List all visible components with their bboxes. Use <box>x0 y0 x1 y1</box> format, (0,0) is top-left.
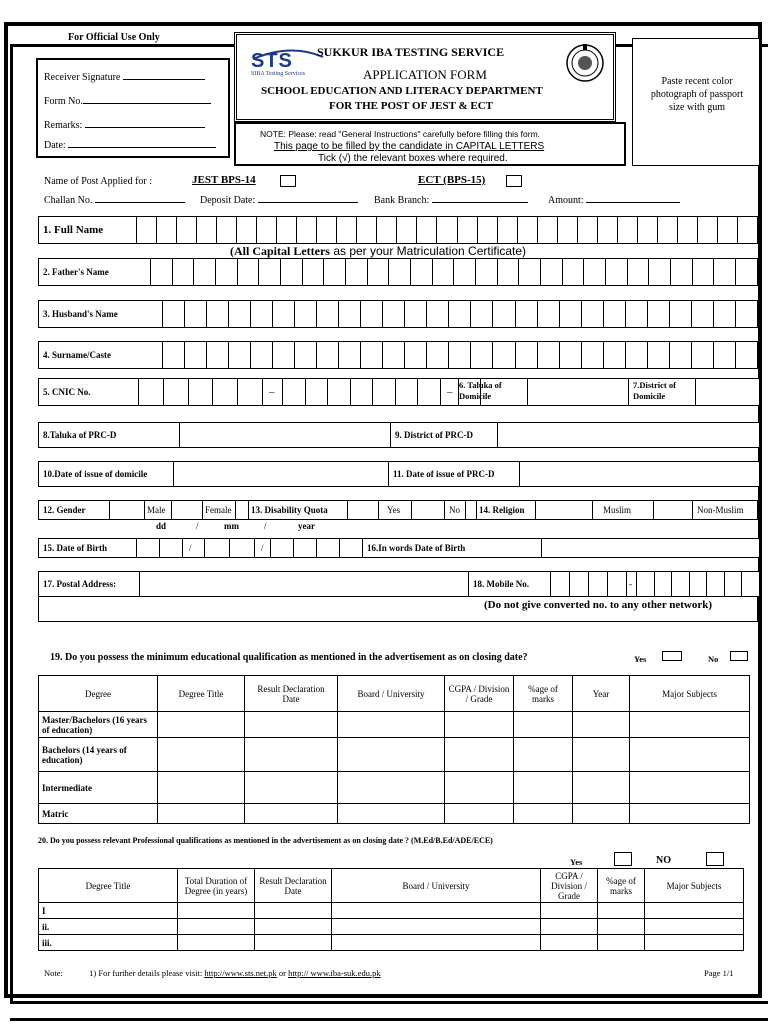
jest-checkbox[interactable] <box>280 175 296 187</box>
year-label: year <box>298 521 315 531</box>
dob-row <box>38 538 758 558</box>
q19-header-degree: Degree <box>39 676 158 712</box>
logo-subtext: SIBA Testing Services <box>251 71 306 77</box>
post-applied-label: Name of Post Applied for : <box>44 176 153 187</box>
taluka-prc-label: 8.Taluka of PRC-D <box>43 430 117 440</box>
q19-row-master <box>39 712 750 738</box>
post-title: FOR THE POST OF JEST & ECT <box>329 100 494 112</box>
dob-day-cells[interactable] <box>137 538 183 558</box>
form-no-label: Form No. <box>44 96 83 107</box>
ect-option-label: ECT (BPS-15) <box>418 174 486 186</box>
q20-table <box>38 868 744 951</box>
slash-1: / <box>196 521 199 531</box>
official-use-title: For Official Use Only <box>68 32 160 43</box>
prc-issue-field[interactable] <box>519 461 760 487</box>
date-label: Date: <box>44 140 66 151</box>
sts-logo <box>251 51 305 77</box>
q19-no-label: No <box>708 654 719 664</box>
challan-label: Challan No. <box>44 195 93 206</box>
note-tick-boxes: Tick (√) the relevant boxes where required. <box>318 153 508 164</box>
q19-question: 19. Do you possess the minimum educational qualification as mentioned in the advertisement as on closing date? <box>50 652 528 663</box>
bottom-rule <box>10 1018 768 1021</box>
footer-or: or <box>278 968 286 978</box>
q20-header-duration: Total Duration of Degree (in years) <box>178 869 255 903</box>
q20-yes-label: Yes <box>570 857 583 867</box>
domicile-issue-field[interactable] <box>173 461 389 487</box>
q19-header-title: Degree Title <box>158 676 245 712</box>
iba-link[interactable]: http:// www.iba-suk.edu.pk <box>288 968 381 978</box>
cnic-dash-2: – <box>447 386 453 398</box>
q19-no-checkbox[interactable] <box>730 651 748 661</box>
form-title: APPLICATION FORM <box>363 67 487 82</box>
cnic-cells-part1[interactable] <box>139 378 263 406</box>
gender-row <box>38 500 758 520</box>
sts-link[interactable]: http://www.sts.net.pk <box>204 968 277 978</box>
q20-question: 20. Do you possess relevant Professional qualifications as mentioned in the advertisement as on closing date ? (M.Ed/B.Ed/ADE/ECE) <box>38 836 493 845</box>
dob-label: 15. Date of Birth <box>43 543 107 553</box>
q19-row-label: Matric <box>39 804 158 824</box>
capital-note-bold: (All Capital Letters <box>230 244 330 258</box>
taluka-prc-field[interactable] <box>179 422 391 448</box>
full-name-row <box>38 216 758 244</box>
husband-name-cells[interactable] <box>163 300 758 328</box>
q19-header-marks: %age of marks <box>514 676 573 712</box>
disability-no-label: No <box>449 505 460 515</box>
disability-yes-label: Yes <box>387 505 401 515</box>
postal-address-label: 17. Postal Address: <box>43 579 117 589</box>
org-title: SUKKUR IBA TESTING SERVICE <box>317 45 505 59</box>
surname-label: 4. Surname/Caste <box>43 350 111 360</box>
capital-note-rest: as per your Matriculation Certificate) <box>329 244 527 258</box>
dob-words-field[interactable] <box>541 538 760 558</box>
taluka-domicile-field[interactable] <box>527 378 629 406</box>
father-name-label: 2. Father's Name <box>43 267 109 277</box>
cnic-cells-part2[interactable] <box>283 378 441 406</box>
cnic-row <box>38 378 758 406</box>
q19-header-cgpa: CGPA / Division / Grade <box>445 676 514 712</box>
district-domicile-label: 7.District of Domicile <box>633 380 676 401</box>
postal-address-field[interactable] <box>139 571 469 597</box>
dob-year-cells[interactable] <box>271 538 363 558</box>
district-prc-label: 9. District of PRC-D <box>395 430 473 440</box>
district-domicile-field[interactable] <box>695 378 760 406</box>
q20-header-result: Result Declaration Date <box>255 869 332 903</box>
q19-row-bachelors <box>39 738 750 772</box>
q19-header-subjects: Major Subjects <box>630 676 750 712</box>
mobile-network-note: (Do not give converted no. to any other network) <box>484 599 713 611</box>
gender-female-label: Female <box>205 505 232 515</box>
ect-checkbox[interactable] <box>506 175 522 187</box>
q20-header-marks: %age of marks <box>598 869 645 903</box>
dob-words-label: 16.In words Date of Birth <box>367 543 466 553</box>
q20-row-label: I <box>39 903 178 919</box>
gender-male-label: Male <box>147 505 166 515</box>
dob-month-cells[interactable] <box>205 538 255 558</box>
seal-emblem-icon <box>565 43 605 83</box>
mobile-label: 18. Mobile No. <box>473 579 529 589</box>
q20-row-label: ii. <box>39 919 178 935</box>
note-capital-letters: This page to be filled by the candidate in CAPITAL LETTERS <box>274 141 545 152</box>
q20-yes-checkbox[interactable] <box>614 852 632 866</box>
prc-issue-label: 11. Date of issue of PRC-D <box>393 469 495 479</box>
q20-row-label: iii. <box>39 935 178 951</box>
date-field[interactable] <box>68 147 216 148</box>
q20-no-checkbox[interactable] <box>706 852 724 866</box>
father-name-row <box>38 258 758 286</box>
mobile-dash: - <box>629 579 632 589</box>
footer-note <box>44 968 381 978</box>
challan-field[interactable] <box>95 202 185 203</box>
dd-label: dd <box>156 521 167 531</box>
q19-yes-checkbox[interactable] <box>662 651 682 661</box>
full-name-cells[interactable] <box>137 216 758 244</box>
photo-instructions: Paste recent color photograph of passport size with gum <box>650 76 744 113</box>
q19-row-label: Master/Bachelors (16 years of education) <box>39 712 158 738</box>
gender-label: 12. Gender <box>43 505 86 515</box>
bank-branch-field[interactable] <box>432 202 528 203</box>
page-border-inner <box>10 44 768 1004</box>
religion-label: 14. Religion <box>479 505 525 515</box>
q19-row-label: Bachelors (14 years of education) <box>39 738 158 772</box>
q20-row-3 <box>39 935 744 951</box>
district-prc-field[interactable] <box>497 422 760 448</box>
page-number: Page 1/1 <box>704 968 734 978</box>
husband-name-label: 3. Husband's Name <box>43 309 118 319</box>
dob-slash-2: / <box>261 543 264 553</box>
header-box <box>234 32 616 122</box>
cnic-dash-1: – <box>269 386 275 398</box>
gender-female-checkbox[interactable] <box>235 500 249 520</box>
official-use-box <box>36 58 230 158</box>
disability-yes-checkbox[interactable] <box>411 500 445 520</box>
slash-2: / <box>264 521 267 531</box>
q19-header-year: Year <box>573 676 630 712</box>
footer-details: 1) For further details please visit: <box>89 968 203 978</box>
mobile-cells-part1[interactable] <box>551 571 627 597</box>
postal-row <box>38 571 758 597</box>
q19-header-board: Board / University <box>338 676 445 712</box>
bank-branch-label: Bank Branch: <box>374 195 430 206</box>
dob-slash-1: / <box>189 543 192 553</box>
q20-header-board: Board / University <box>332 869 541 903</box>
q19-row-intermediate <box>39 772 750 804</box>
dept-title: SCHOOL EDUCATION AND LITERACY DEPARTMENT <box>261 85 543 97</box>
domicile-issue-label: 10.Date of issue of domicile <box>43 469 148 479</box>
surname-cells[interactable] <box>163 341 758 369</box>
religion-muslim-label: Muslim <box>603 505 632 515</box>
q20-row-1 <box>39 903 744 919</box>
q19-header-result: Result Declaration Date <box>245 676 338 712</box>
note-general-instructions: NOTE: Please: read "General Instructions" carefully before filling this form. <box>260 129 541 139</box>
receiver-signature-field[interactable] <box>123 79 205 80</box>
remarks-label: Remarks: <box>44 120 83 131</box>
q20-header-subjects: Major Subjects <box>645 869 744 903</box>
gender-male-checkbox[interactable] <box>171 500 203 520</box>
remarks-field[interactable] <box>85 127 205 128</box>
q20-no-label: NO <box>656 855 671 866</box>
prc-row <box>38 422 758 448</box>
receiver-signature-label: Receiver Signature <box>44 72 121 83</box>
father-name-cells[interactable] <box>151 258 758 286</box>
logo-text: STS <box>251 50 293 72</box>
husband-name-row <box>38 300 758 328</box>
note-box <box>234 122 626 166</box>
form-no-field[interactable] <box>83 103 211 104</box>
q20-header-cgpa: CGPA / Division / Grade <box>541 869 598 903</box>
amount-label: Amount: <box>548 195 584 206</box>
photo-box[interactable] <box>632 38 760 166</box>
logo-swoosh-icon <box>251 49 325 63</box>
gender-checkbox-1[interactable] <box>109 500 145 520</box>
disability-checkbox-1[interactable] <box>347 500 379 520</box>
mobile-cells-part2[interactable] <box>637 571 760 597</box>
mm-label: mm <box>224 521 239 531</box>
cnic-label: 5. CNIC No. <box>43 387 91 397</box>
disability-no-checkbox[interactable] <box>465 500 477 520</box>
jest-option-label: JEST BPS-14 <box>192 174 256 186</box>
q19-row-label: Intermediate <box>39 772 158 804</box>
q20-row-2 <box>39 919 744 935</box>
issue-date-row <box>38 461 758 487</box>
disability-label: 13. Disability Quota <box>251 505 328 515</box>
q19-table <box>38 675 750 824</box>
surname-row <box>38 341 758 369</box>
q20-header-title: Degree Title <box>39 869 178 903</box>
taluka-domicile-label: 6. Taluka of Domicile <box>459 380 502 401</box>
deposit-date-label: Deposit Date: <box>200 195 256 206</box>
q19-yes-label: Yes <box>634 654 647 664</box>
religion-nonmuslim-label: Non-Muslim <box>697 505 744 515</box>
religion-muslim-checkbox[interactable] <box>653 500 693 520</box>
deposit-date-field[interactable] <box>258 202 358 203</box>
full-name-label: 1. Full Name <box>43 224 104 236</box>
footer-note-label: Note: <box>44 968 63 978</box>
amount-field[interactable] <box>586 202 680 203</box>
religion-checkbox-1[interactable] <box>535 500 593 520</box>
q19-row-matric <box>39 804 750 824</box>
